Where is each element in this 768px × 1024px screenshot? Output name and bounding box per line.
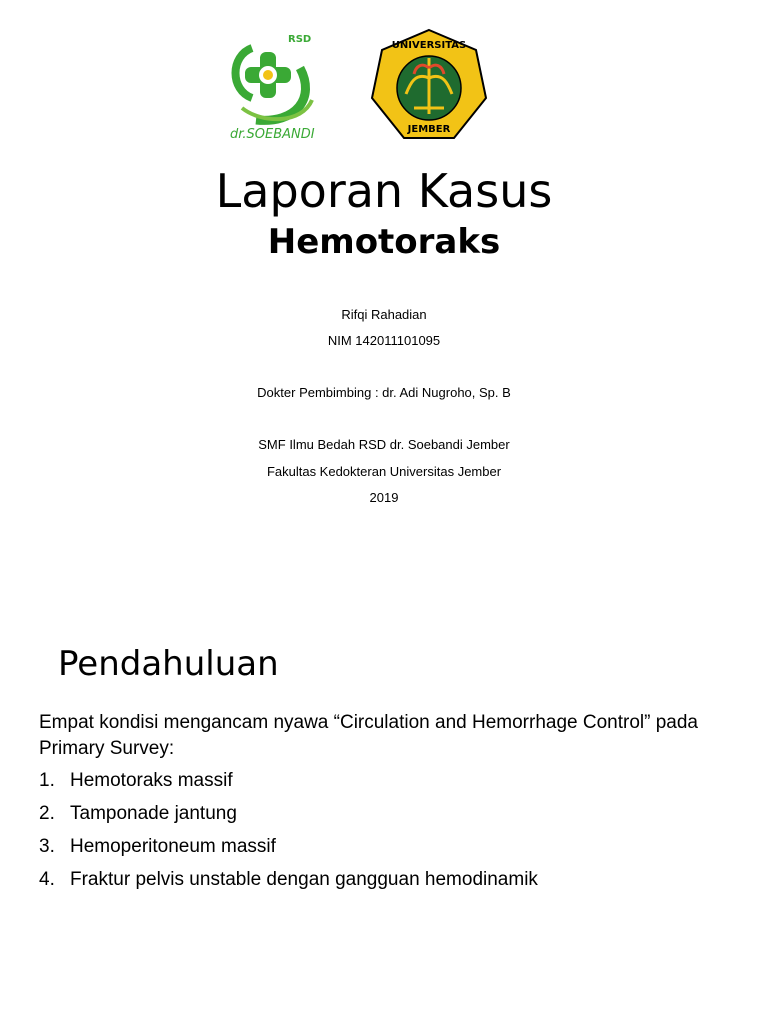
supervisor: Dokter Pembimbing : dr. Adi Nugroho, Sp. B: [257, 385, 511, 400]
list-text: Hemotoraks massif: [70, 770, 233, 791]
section-heading: Pendahuluan: [58, 644, 279, 684]
list-item: [39, 867, 739, 900]
list-number: 2.: [39, 803, 55, 824]
list-text: Fraktur pelvis unstable dengan gangguan hemodinamik: [70, 869, 538, 890]
year: 2019: [369, 490, 399, 505]
intro-paragraph: Empat kondisi mengancam nyawa “Circulation and Hemorrhage Control” pada Primary Survey:: [39, 712, 698, 759]
list-item: [39, 768, 739, 801]
page-title: Laporan Kasus: [215, 164, 553, 218]
list-text: Tamponade jantung: [70, 803, 237, 824]
svg-text:dr.SOEBANDI: dr.SOEBANDI: [230, 127, 315, 142]
faculty: Fakultas Kedokteran Universitas Jember: [266, 464, 502, 479]
list-number: 1.: [39, 770, 55, 791]
list-text: Hemoperitoneum massif: [70, 836, 276, 857]
svg-text:JEMBER: JEMBER: [407, 124, 451, 135]
universitas-jember-logo: [370, 28, 488, 146]
student-id: NIM 142011101095: [327, 333, 441, 348]
rsd-soebandi-logo: [212, 28, 340, 156]
svg-text:UNIVERSITAS: UNIVERSITAS: [391, 40, 467, 51]
list-item: [39, 801, 739, 834]
list-item: [39, 834, 739, 867]
condition-list: [39, 768, 739, 900]
introduction-slide: [0, 620, 768, 1024]
page-subtitle: Hemotoraks: [267, 222, 501, 262]
department: SMF Ilmu Bedah RSD dr. Soebandi Jember: [258, 437, 510, 452]
svg-text:RSD: RSD: [288, 34, 312, 45]
list-number: 3.: [39, 836, 55, 857]
list-number: 4.: [39, 869, 55, 890]
author-name: Rifqi Rahadian: [341, 307, 427, 322]
